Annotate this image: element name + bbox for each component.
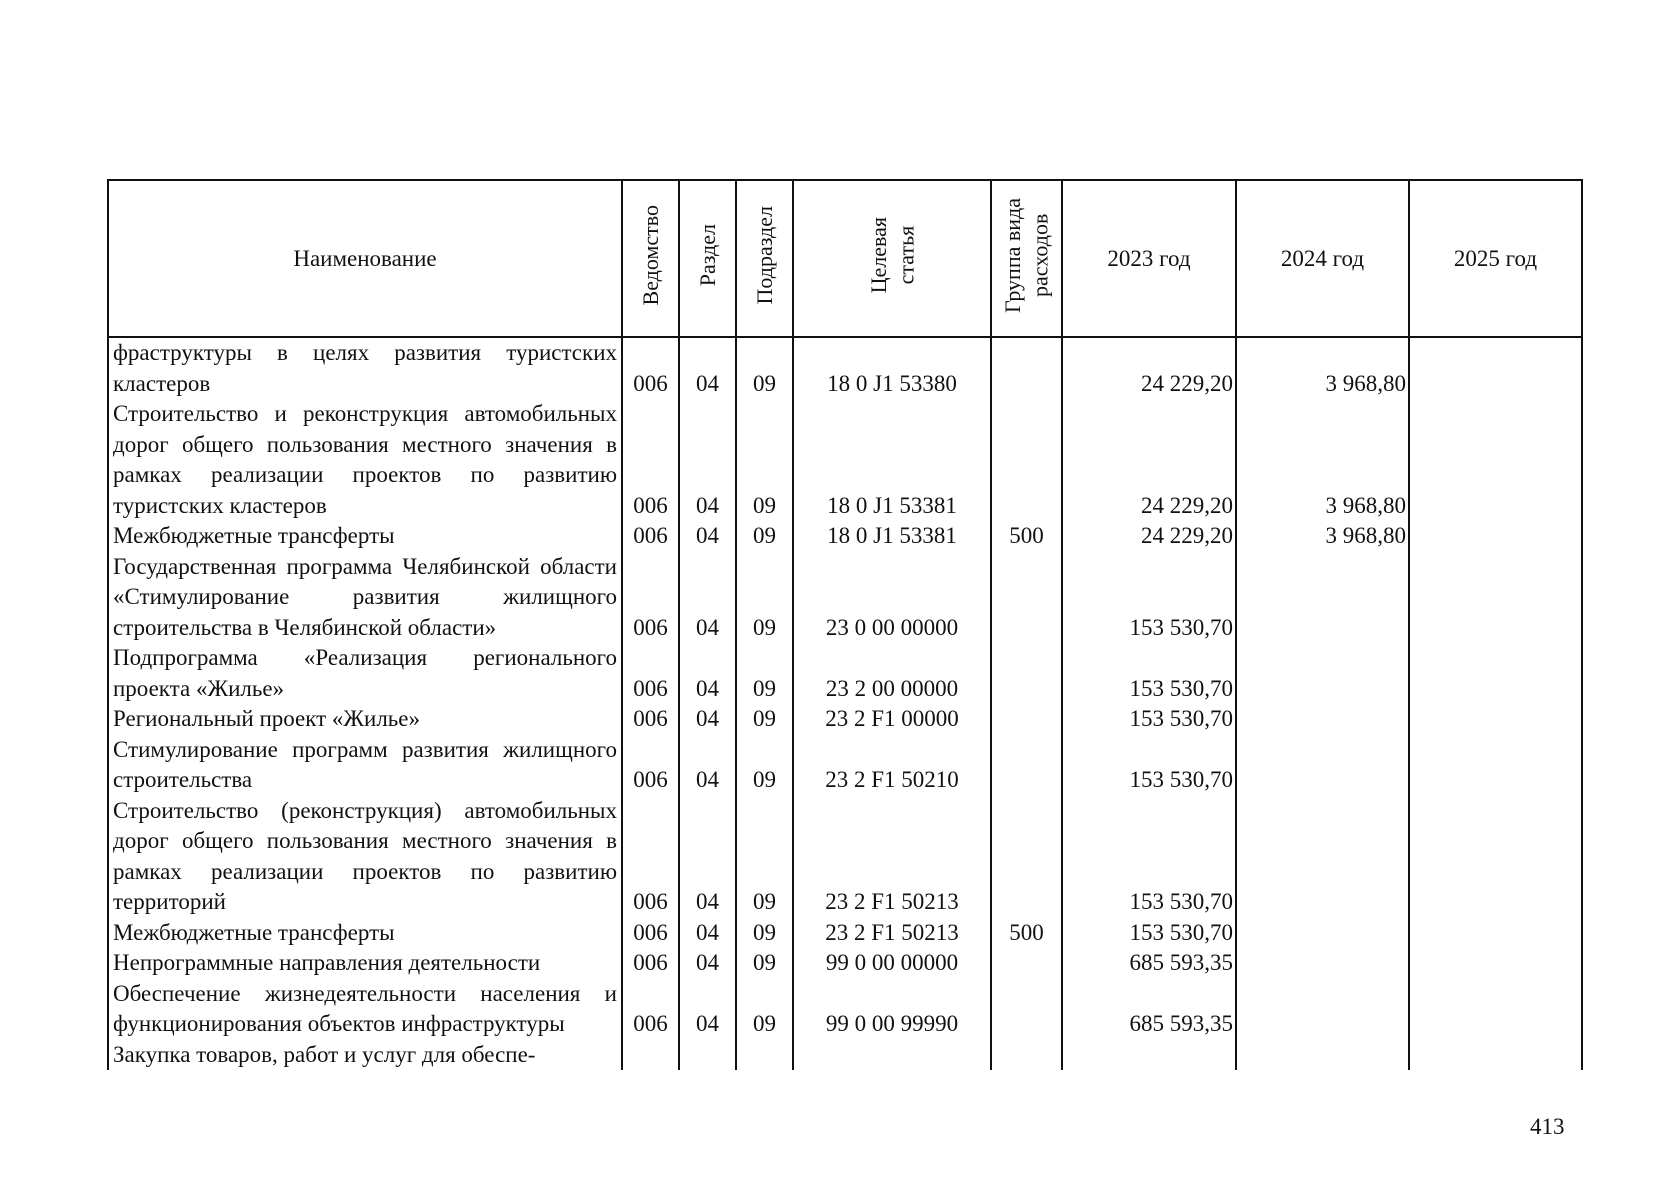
- cell-section: 04: [679, 399, 736, 521]
- cell-2023: 24 229,20: [1062, 399, 1236, 521]
- cell-2025: [1409, 918, 1582, 949]
- header-2023: 2023 год: [1062, 180, 1236, 337]
- cell-2024: [1236, 1040, 1409, 1071]
- cell-2025: [1409, 735, 1582, 796]
- cell-section: 04: [679, 521, 736, 552]
- cell-2025: [1409, 337, 1582, 399]
- cell-group: [991, 337, 1062, 399]
- cell-name: [108, 643, 622, 704]
- cell-2024: [1236, 979, 1409, 1040]
- table-row: [108, 704, 1582, 735]
- cell-group: 500: [991, 918, 1062, 949]
- table-row: [108, 735, 1582, 796]
- cell-dept: 006: [622, 704, 679, 735]
- cell-target: 23 2 F1 00000: [793, 704, 991, 735]
- cell-2023: 153 530,70: [1062, 704, 1236, 735]
- cell-section: 04: [679, 552, 736, 644]
- cell-group: [991, 643, 1062, 704]
- cell-target: [793, 1040, 991, 1071]
- cell-subsection: 09: [736, 735, 793, 796]
- cell-subsection: [736, 1040, 793, 1071]
- header-name: Наименование: [108, 180, 622, 337]
- cell-target: 23 2 F1 50213: [793, 918, 991, 949]
- table-row: [108, 948, 1582, 979]
- cell-group: [991, 399, 1062, 521]
- cell-2024: [1236, 948, 1409, 979]
- cell-group: 500: [991, 521, 1062, 552]
- cell-2025: [1409, 796, 1582, 918]
- cell-subsection: 09: [736, 643, 793, 704]
- cell-name: [108, 948, 622, 979]
- cell-target: 99 0 00 00000: [793, 948, 991, 979]
- cell-2023: [1062, 1040, 1236, 1071]
- table-row: [108, 796, 1582, 918]
- cell-subsection: 09: [736, 948, 793, 979]
- cell-2024: [1236, 552, 1409, 644]
- cell-2025: [1409, 521, 1582, 552]
- cell-subsection: 09: [736, 552, 793, 644]
- cell-2023: 153 530,70: [1062, 643, 1236, 704]
- cell-name: [108, 796, 622, 918]
- cell-2025: [1409, 1040, 1582, 1071]
- cell-section: 04: [679, 735, 736, 796]
- cell-dept: 006: [622, 979, 679, 1040]
- row-label: Обеспечение жизнедеятельности населения и функционирования объектов инфраструктуры: [113, 980, 617, 1036]
- cell-section: 04: [679, 796, 736, 918]
- cell-name: [108, 552, 622, 644]
- cell-section: 04: [679, 948, 736, 979]
- cell-group: [991, 796, 1062, 918]
- cell-2025: [1409, 704, 1582, 735]
- cell-name: [108, 1040, 622, 1071]
- cell-2024: [1236, 643, 1409, 704]
- cell-dept: 006: [622, 337, 679, 399]
- cell-2023: 685 593,35: [1062, 979, 1236, 1040]
- table-row: [108, 521, 1582, 552]
- header-2024: 2024 год: [1236, 180, 1409, 337]
- cell-target: 99 0 00 99990: [793, 979, 991, 1040]
- header-section: Раздел: [679, 180, 736, 337]
- cell-subsection: 09: [736, 704, 793, 735]
- cell-2025: [1409, 948, 1582, 979]
- cell-subsection: 09: [736, 521, 793, 552]
- cell-dept: 006: [622, 521, 679, 552]
- cell-group: [991, 552, 1062, 644]
- row-label: Стимулирование программ развития жилищного строительства: [113, 736, 617, 792]
- cell-section: 04: [679, 918, 736, 949]
- cell-dept: 006: [622, 796, 679, 918]
- row-label: Закупка товаров, работ и услуг для обеспе-: [113, 1041, 536, 1067]
- cell-2024: 3 968,80: [1236, 337, 1409, 399]
- cell-group: [991, 1040, 1062, 1071]
- cell-target: 18 0 J1 53381: [793, 399, 991, 521]
- cell-2025: [1409, 552, 1582, 644]
- table-row: [108, 979, 1582, 1040]
- table-row: [108, 337, 1582, 399]
- table-row: [108, 1040, 1582, 1071]
- cell-section: 04: [679, 704, 736, 735]
- header-group: Группа вида расходов: [991, 180, 1062, 337]
- cell-name: [108, 399, 622, 521]
- cell-2023: 153 530,70: [1062, 796, 1236, 918]
- cell-subsection: 09: [736, 337, 793, 399]
- cell-subsection: 09: [736, 796, 793, 918]
- table-body: [108, 337, 1582, 1070]
- cell-2025: [1409, 643, 1582, 704]
- header-subsection: Подраздел: [736, 180, 793, 337]
- cell-target: 23 0 00 00000: [793, 552, 991, 644]
- cell-dept: 006: [622, 643, 679, 704]
- table-header: [108, 180, 1582, 337]
- cell-dept: 006: [622, 399, 679, 521]
- table-row: [108, 643, 1582, 704]
- cell-section: 04: [679, 643, 736, 704]
- page-number: 413: [1530, 1114, 1565, 1139]
- row-label: Подпрограмма «Реализация регионального проекта «Жилье»: [113, 645, 617, 701]
- cell-dept: 006: [622, 918, 679, 949]
- table-row: [108, 399, 1582, 521]
- cell-2023: 153 530,70: [1062, 735, 1236, 796]
- budget-table: [107, 179, 1583, 1070]
- cell-2024: 3 968,80: [1236, 399, 1409, 521]
- row-label: Региональный проект «Жилье»: [113, 706, 421, 731]
- header-2025: 2025 год: [1409, 180, 1582, 337]
- cell-2024: 3 968,80: [1236, 521, 1409, 552]
- row-label: Строительство (реконструкция) автомобильных дорог общего пользования местного значения в рамках реализации проектов по развитию территорий: [113, 797, 617, 914]
- row-label: Непрограммные направления деятельности: [113, 950, 541, 975]
- row-label: Строительство и реконструкция автомобильных дорог общего пользования местного значения в рамках реализации проектов по развитию туристских кластеров: [113, 401, 617, 518]
- cell-2025: [1409, 399, 1582, 521]
- cell-2025: [1409, 979, 1582, 1040]
- cell-2024: [1236, 704, 1409, 735]
- cell-2024: [1236, 796, 1409, 918]
- cell-2023: 24 229,20: [1062, 521, 1236, 552]
- row-label: Государственная программа Челябинской области «Стимулирование развития жилищного строительства в Челябинской области»: [113, 553, 617, 640]
- row-label: Межбюджетные трансферты: [113, 523, 395, 548]
- header-dept: Ведомство: [622, 180, 679, 337]
- table-row: [108, 918, 1582, 949]
- cell-target: 23 2 F1 50210: [793, 735, 991, 796]
- cell-dept: [622, 1040, 679, 1071]
- row-label: фраструктуры в целях развития туристских кластеров: [113, 340, 617, 396]
- cell-2023: 24 229,20: [1062, 337, 1236, 399]
- cell-target: 18 0 J1 53381: [793, 521, 991, 552]
- cell-target: 23 2 00 00000: [793, 643, 991, 704]
- cell-group: [991, 948, 1062, 979]
- cell-section: 04: [679, 337, 736, 399]
- header-row: [108, 180, 1582, 337]
- cell-2023: 153 530,70: [1062, 552, 1236, 644]
- cell-2024: [1236, 735, 1409, 796]
- cell-group: [991, 704, 1062, 735]
- cell-name: [108, 918, 622, 949]
- header-target: Целевая статья: [793, 180, 991, 337]
- cell-dept: 006: [622, 948, 679, 979]
- cell-target: 23 2 F1 50213: [793, 796, 991, 918]
- cell-2023: 685 593,35: [1062, 948, 1236, 979]
- cell-subsection: 09: [736, 918, 793, 949]
- cell-name: [108, 337, 622, 399]
- cell-2023: 153 530,70: [1062, 918, 1236, 949]
- cell-name: [108, 704, 622, 735]
- row-label: Межбюджетные трансферты: [113, 919, 395, 945]
- cell-subsection: 09: [736, 979, 793, 1040]
- table-row: [108, 552, 1582, 644]
- cell-name: [108, 521, 622, 552]
- cell-target: 18 0 J1 53380: [793, 337, 991, 399]
- cell-section: [679, 1040, 736, 1071]
- cell-dept: 006: [622, 552, 679, 644]
- cell-name: [108, 735, 622, 796]
- cell-dept: 006: [622, 735, 679, 796]
- cell-subsection: 09: [736, 399, 793, 521]
- cell-2024: [1236, 918, 1409, 949]
- cell-section: 04: [679, 979, 736, 1040]
- cell-group: [991, 979, 1062, 1040]
- cell-group: [991, 735, 1062, 796]
- cell-name: [108, 979, 622, 1040]
